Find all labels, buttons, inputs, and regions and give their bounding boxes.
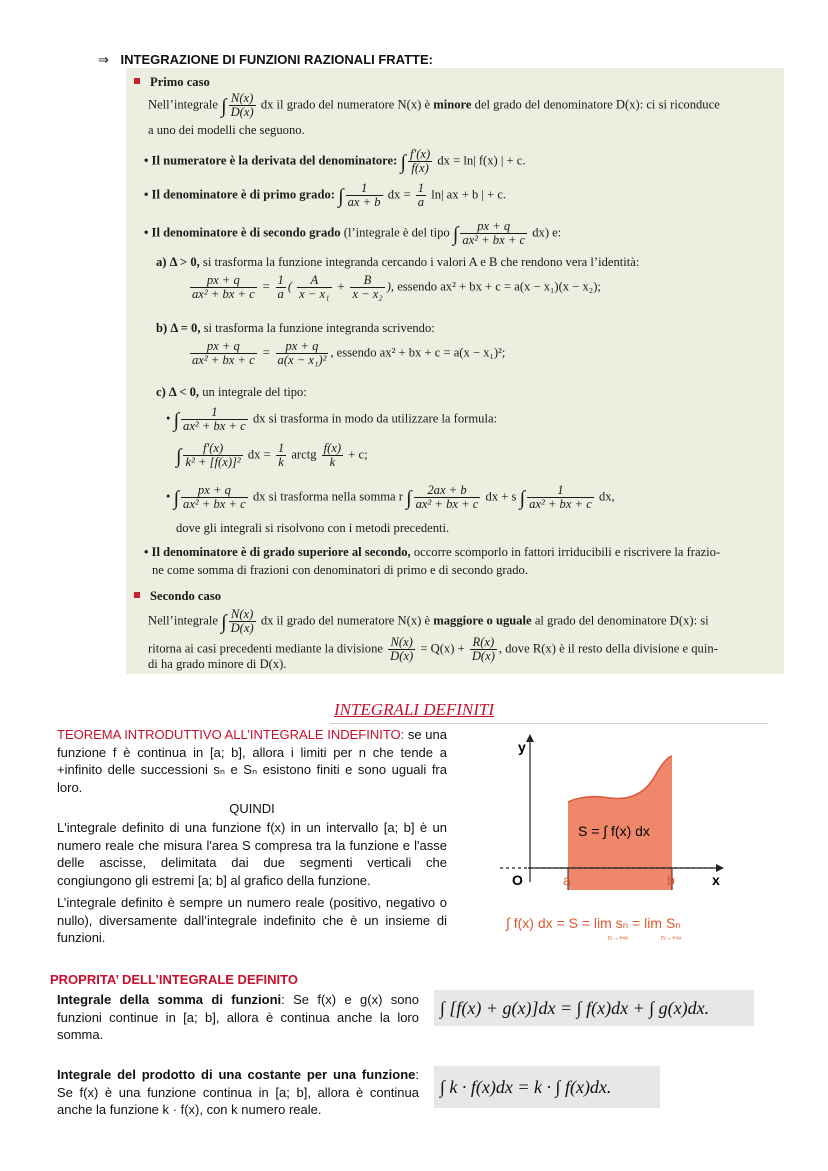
y-label: y bbox=[518, 739, 526, 755]
quindi-label: QUINDI bbox=[229, 801, 275, 816]
bullet-primo-grado: • Il denominatore è di primo grado: ∫ $\frac{1}{ax + b}$ dx = $\frac{1}{a}$ ln| ax + b | + c. bbox=[144, 181, 507, 209]
case-a-formula: $\frac{px + q}{\text{ax² + bx + c}}$ = $\frac{1}{a}$ ( $\frac{A}{\text{x − x₁}}$ + $\frac{B}{\text{x − x₂}}$ ), essendo ax² + bx + c = a(x − x₁)(x − x₂); bbox=[192, 273, 601, 301]
case-b: b) Δ = 0, si trasforma la funzione integranda scrivendo: bbox=[156, 321, 435, 335]
teorema-text: se una funzione f è continua in [a; b], allora i limiti per n che tende a +infinito delle successioni sₙ e Sₙ esistono finiti e sono uguali fra loro. bbox=[57, 727, 447, 795]
secondo-caso-line2: ritorna ai casi precedenti mediante la divisione $\frac{N(x)}{D(x)}$ = Q(x) + $\frac{R(x)}{D(x)}$ , dove R(x) è il resto della divisione e quin- bbox=[148, 635, 718, 663]
constant-formula: ∫ k · f(x)dx = k · ∫ f(x)dx. bbox=[434, 1066, 660, 1108]
bullet-secondo-grado: • Il denominatore è di secondo grado (l’integrale è del tipo ∫ $\frac{px + q}{\text{ax² + bx + c}}$ dx) e: bbox=[144, 219, 562, 247]
secondo-caso-line1: Nell’integrale ∫ $\frac{N(x)}{D(x)}$ dx il grado del numeratore N(x) è maggiore o uguale al grado del denominatore D(x): si bbox=[148, 607, 709, 635]
title-divider bbox=[330, 723, 768, 724]
bullet-derivata: • Il numeratore è la derivata del denominatore: ∫ $\frac{f'(x)}{f(x)}$ dx = ln| f(x) | + c. bbox=[144, 147, 526, 175]
lim-sub-2: n→+∞ bbox=[661, 935, 681, 942]
red-square-icon bbox=[134, 592, 140, 598]
bullet-grado-superiore-cont: ne come somma di frazioni con denominatori di primo e di secondo grado. bbox=[152, 563, 528, 577]
arrow-right-icon: ⇒ bbox=[98, 52, 109, 67]
constant-property: Integrale del prodotto di una costante per una funzione: Se f(x) è una funzione continua in [a; b], allora è continua anche la funzione k · f(x), con k numero reale. bbox=[57, 1067, 419, 1117]
case-c-bullet2: • ∫ $\frac{px + q}{\text{ax² + bx + c}}$ dx si trasforma nella somma r ∫ $\frac{2ax + b}{\text{ax² + bx + c}}$ dx + s ∫ $\frac{1}{\text{ax² + bx + c}}$ dx, bbox=[166, 483, 615, 511]
secondo-caso-heading: Secondo caso bbox=[134, 588, 221, 604]
a-label: a bbox=[563, 872, 571, 888]
primo-caso-heading: Primo caso bbox=[134, 74, 210, 90]
heading-text: INTEGRAZIONE DI FUNZIONI RAZIONALI FRATTE: bbox=[120, 52, 433, 67]
b-label: b bbox=[667, 872, 675, 888]
y-axis-arrow-icon bbox=[526, 734, 534, 742]
section-title: INTEGRALI DEFINITI bbox=[333, 700, 495, 719]
real-number-paragraph: L’integrale definito è sempre un numero reale (positivo, negativo o nullo), diversamente dall’integrale indefinito che è un insieme di funzioni. bbox=[57, 895, 447, 945]
teorema-label: TEOREMA INTRODUTTIVO ALL’INTEGRALE INDEFINITO: bbox=[57, 727, 405, 742]
case-a: a) Δ > 0, si trasforma la funzione integranda cercando i valori A e B che rendono vera l’identità: bbox=[156, 255, 640, 269]
teorema-paragraph bbox=[57, 726, 447, 796]
definition-paragraph: L'integrale definito di una funzione f(x) in un intervallo [a; b] è un numero reale che misura l'area S compresa tra la funzione e l'asse delle ascisse, delimitata dai due segmenti verticali che congiungono gli estremi [a; b] al grafico della funzione. bbox=[57, 820, 447, 888]
case-c: c) Δ < 0, un integrale del tipo: bbox=[156, 385, 307, 399]
case-c-bullet1: • ∫ $\frac{1}{\text{ax² + bx + c}}$ dx si trasforma in modo da utilizzare la formula: bbox=[166, 405, 498, 433]
area-label: S = ∫ f(x) dx bbox=[578, 823, 650, 839]
x-label: x bbox=[712, 872, 720, 888]
primo-caso-line2: a uno dei modelli che seguono. bbox=[148, 123, 305, 137]
limit-caption: ∫ f(x) dx = S = lim sₙ = lim Sₙ bbox=[506, 915, 681, 931]
bullet-grado-superiore: • Il denominatore è di grado superiore al secondo, occorre scomporlo in fattori irriducibili e riscrivere la frazio- bbox=[144, 545, 721, 559]
rational-functions-box bbox=[126, 68, 784, 674]
properties-title: PROPRITA’ DELL’INTEGRALE DEFINITO bbox=[50, 972, 298, 987]
primo-caso-line1: Nell’integrale ∫ $\frac{N(x)}{D(x)}$ dx il grado del numeratore N(x) è minore del grado del denominatore D(x): ci si riconduce bbox=[148, 91, 720, 119]
sum-property: Integrale della somma di funzioni: Se f(x) e g(x) sono funzioni continue in [a; b], allora è continua anche la loro somma. bbox=[57, 992, 419, 1042]
arctg-formula: ∫ $\frac{f'(x)}{\text{k² + [f(x)]²}}$ dx = $\frac{1}{k}$ arctg $\frac{f(x)}{k}$ + c; bbox=[176, 441, 368, 469]
section-heading bbox=[98, 52, 433, 68]
secondo-caso-line3: di ha grado minore di D(x). bbox=[148, 657, 287, 671]
red-square-icon bbox=[134, 78, 140, 84]
case-c-note: dove gli integrali si risolvono con i metodi precedenti. bbox=[176, 521, 450, 535]
case-b-formula: $\frac{px + q}{\text{ax² + bx + c}}$ = $\frac{px + q}{\text{a(x − x₁)²}}$ , essendo ax² + bx + c = a(x − x₁)²; bbox=[192, 339, 506, 367]
lim-sub-1: n→+∞ bbox=[608, 935, 628, 942]
x-axis-arrow-icon bbox=[716, 864, 724, 872]
origin-label: O bbox=[512, 872, 523, 888]
definite-integral-graph bbox=[490, 732, 760, 952]
sum-formula: ∫ [f(x) + g(x)]dx = ∫ f(x)dx + ∫ g(x)dx. bbox=[434, 990, 754, 1026]
